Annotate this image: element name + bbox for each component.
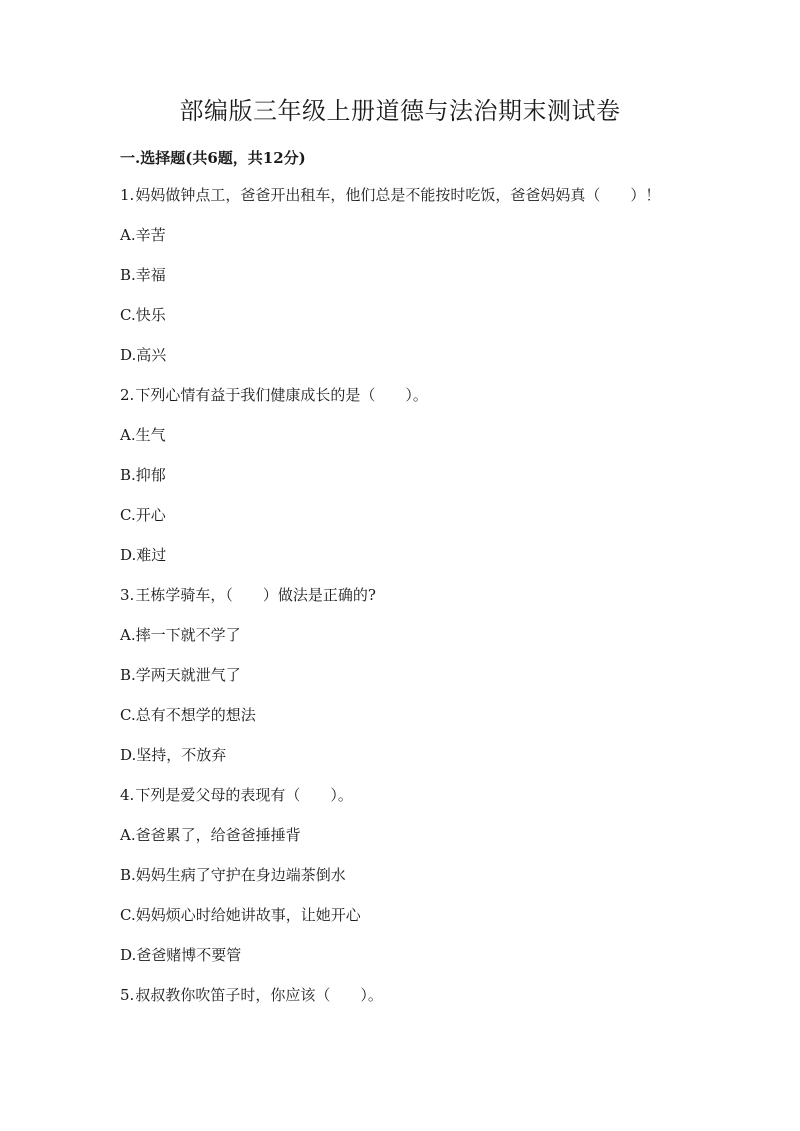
question-stem <box>120 984 680 1007</box>
page-title: 部编版三年级上册道德与法治期末测试卷 <box>179 97 621 125</box>
question-text: 妈妈做钟点工，爸爸开出租车，他们总是不能按时吃饭，爸爸妈妈真（ ）！ <box>135 186 661 204</box>
question-number: 2. <box>120 386 135 404</box>
option-d: D.难过 <box>120 546 167 564</box>
question-number: 1. <box>120 186 135 204</box>
option-b: B.学两天就泄气了 <box>120 666 241 684</box>
option-a: A.辛苦 <box>120 226 166 244</box>
option-b: B.抑郁 <box>120 466 166 484</box>
question-text: 下列心情有益于我们健康成长的是（ ）。 <box>135 386 428 404</box>
option-b: B.妈妈生病了守护在身边端茶倒水 <box>120 866 346 884</box>
question-3 <box>120 584 680 767</box>
question-number: 3. <box>120 586 135 604</box>
option-c: C.总有不想学的想法 <box>120 706 256 724</box>
question-number: 4. <box>120 786 135 804</box>
question-list <box>120 184 680 1024</box>
question-5 <box>120 984 680 1007</box>
option-a: A.摔一下就不学了 <box>120 626 241 644</box>
question-stem <box>120 784 680 807</box>
question-text: 下列是爱父母的表现有（ ）。 <box>135 786 353 804</box>
option-a: A.爸爸累了，给爸爸捶捶背 <box>120 826 301 844</box>
question-stem <box>120 184 680 207</box>
question-stem <box>120 384 680 407</box>
option-b: B.幸福 <box>120 266 166 284</box>
option-d: D.高兴 <box>120 346 167 364</box>
option-c: C.妈妈烦心时给她讲故事，让她开心 <box>120 906 361 924</box>
question-stem <box>120 584 680 607</box>
option-a: A.生气 <box>120 426 166 444</box>
option-c: C.开心 <box>120 506 166 524</box>
question-4 <box>120 784 680 967</box>
question-text: 王栋学骑车，（ ）做法是正确的? <box>135 586 376 604</box>
option-d: D.爸爸赌博不要管 <box>120 946 242 964</box>
question-number: 5. <box>120 986 135 1004</box>
section-heading: 一.选择题(共6题，共12分) <box>120 149 306 167</box>
question-2 <box>120 384 680 567</box>
question-text: 叔叔教你吹笛子时，你应该（ ）。 <box>135 986 383 1004</box>
question-1 <box>120 184 680 367</box>
option-d: D.坚持，不放弃 <box>120 746 227 764</box>
option-c: C.快乐 <box>120 306 166 324</box>
